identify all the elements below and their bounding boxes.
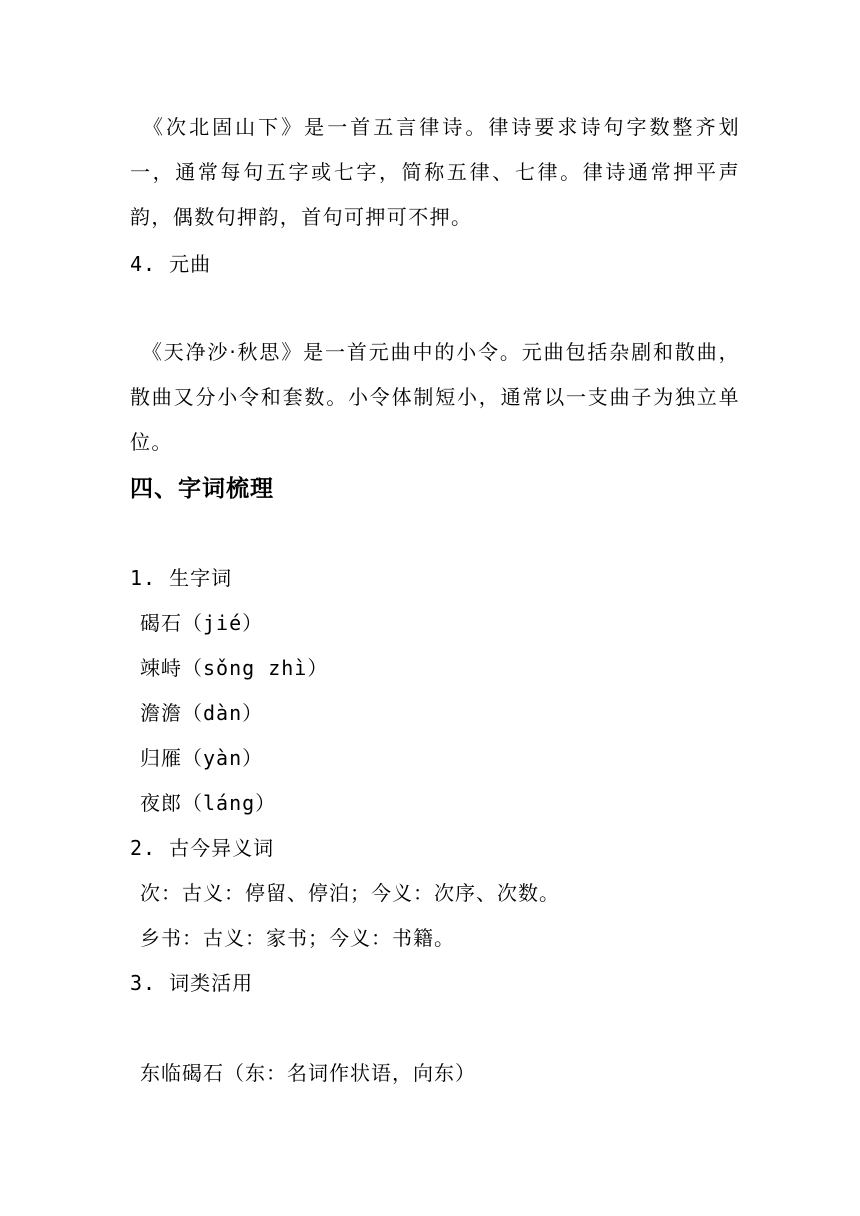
- word-pinyin: （yàn）: [182, 746, 264, 770]
- word-text: 澹澹: [140, 701, 182, 725]
- item-4-number: 4.: [130, 252, 170, 276]
- yuanqu-paragraph: 《天净沙·秋思》是一首元曲中的小令。元曲包括杂剧和散曲，散曲又分小令和套数。小令体制短小，通常以一支曲子为独立单位。: [130, 340, 740, 454]
- word-entry-dandan: [140, 701, 263, 725]
- item-1-number: 1.: [130, 566, 170, 590]
- gujin-entry-ci: 次：古义：停留、停泊；今义：次序、次数。: [140, 881, 560, 905]
- huoyong-entry: 东临碣石（东：名词作状语，向东）: [140, 1061, 476, 1085]
- gujin-entry-xiangshu: 乡书：古义：家书；今义：书籍。: [140, 926, 455, 950]
- word-pinyin: （láng）: [182, 791, 277, 815]
- item-1-label: 生字词: [169, 566, 233, 590]
- item-3-label: 词类活用: [169, 971, 254, 995]
- item-2-number: 2.: [130, 836, 170, 860]
- item-4-label: 元曲: [169, 252, 212, 276]
- word-entry-yelang: [140, 791, 276, 815]
- item-3-heading: [130, 971, 253, 995]
- word-pinyin: （sǒng zhì）: [182, 656, 329, 680]
- item-1-heading: [130, 566, 232, 590]
- word-entry-jieshi: [140, 611, 263, 635]
- word-pinyin: （dàn）: [182, 701, 264, 725]
- item-3-number: 3.: [130, 971, 170, 995]
- item-2-heading: [130, 836, 274, 860]
- word-text: 归雁: [140, 746, 182, 770]
- word-entry-songzhi: [140, 656, 328, 680]
- word-text: 夜郎: [140, 791, 182, 815]
- word-text: 竦峙: [140, 656, 182, 680]
- word-entry-guiyan: [140, 746, 263, 770]
- word-text: 碣石: [140, 611, 182, 635]
- section-4-heading: 四、字词梳理: [130, 476, 274, 502]
- lvshi-paragraph: 《次北固山下》是一首五言律诗。律诗要求诗句字数整齐划一，通常每句五字或七字，简称五律、七律。律诗通常押平声韵，偶数句押韵，首句可押可不押。: [130, 115, 740, 229]
- item-4-heading: [130, 252, 211, 276]
- item-2-label: 古今异义词: [169, 836, 275, 860]
- word-pinyin: （jié）: [182, 611, 264, 635]
